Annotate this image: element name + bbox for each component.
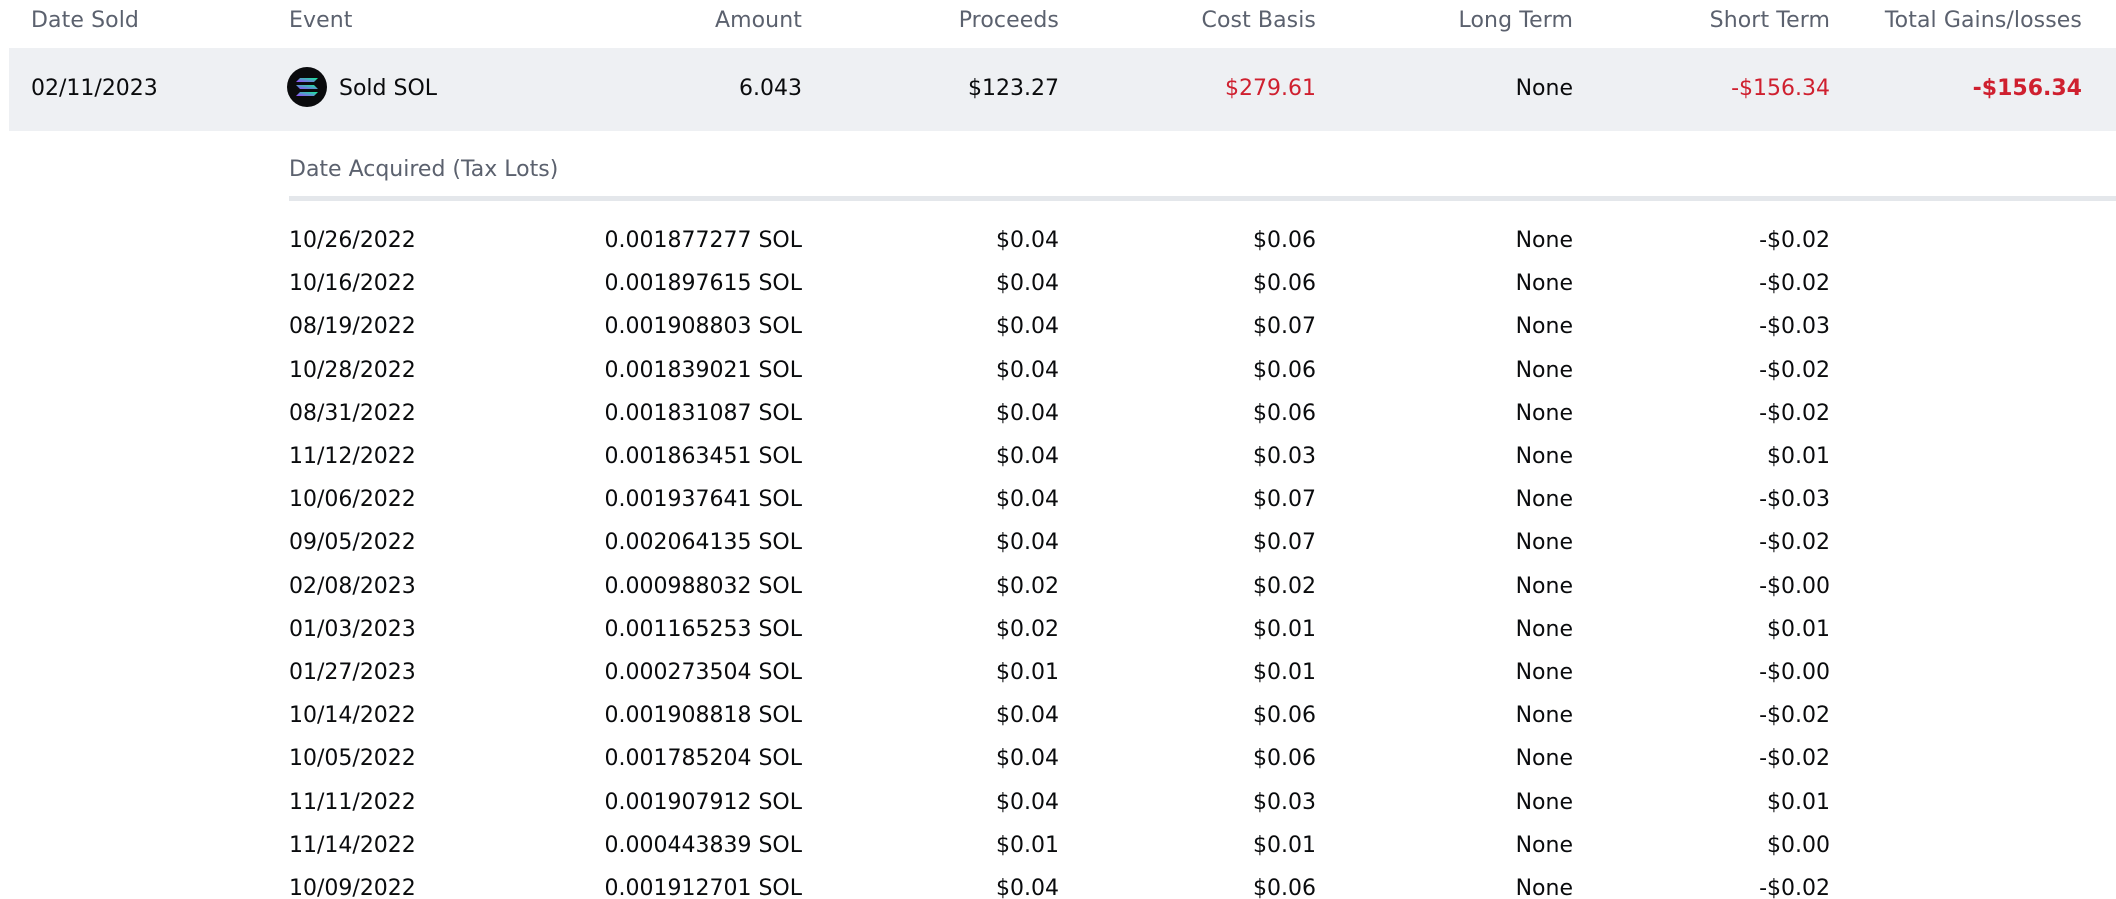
lot-short-term: -$0.03	[1759, 487, 1830, 512]
lot-proceeds: $0.04	[996, 790, 1059, 815]
header-date-sold: Date Sold	[31, 8, 139, 33]
lot-short-term: -$0.02	[1759, 530, 1830, 555]
lot-short-term: $0.00	[1767, 833, 1830, 858]
header-cost-basis: Cost Basis	[1201, 8, 1316, 33]
lot-short-term: -$0.02	[1759, 703, 1830, 728]
lot-short-term: -$0.02	[1759, 746, 1830, 771]
lot-cost-basis: $0.01	[1253, 833, 1316, 858]
lot-short-term: $0.01	[1767, 444, 1830, 469]
header-short-term: Short Term	[1709, 8, 1830, 33]
lot-date-acquired: 11/12/2022	[289, 444, 416, 469]
sale-amount: 6.043	[739, 76, 802, 101]
lot-long-term: None	[1515, 790, 1573, 815]
lot-short-term: -$0.02	[1759, 876, 1830, 899]
lot-amount: 0.001908803 SOL	[604, 314, 802, 339]
lot-amount: 0.000988032 SOL	[604, 574, 802, 599]
solana-icon	[287, 67, 327, 107]
sale-date-sold: 02/11/2023	[31, 76, 158, 101]
tax-lot-row	[0, 867, 2116, 899]
lot-short-term: -$0.00	[1759, 660, 1830, 685]
lot-date-acquired: 11/14/2022	[289, 833, 416, 858]
tax-lot-row	[0, 737, 2116, 780]
lot-cost-basis: $0.01	[1253, 617, 1316, 642]
lot-proceeds: $0.04	[996, 314, 1059, 339]
tax-lot-row	[0, 651, 2116, 694]
lot-cost-basis: $0.03	[1253, 790, 1316, 815]
lot-amount: 0.001863451 SOL	[604, 444, 802, 469]
tax-lot-row	[0, 219, 2116, 262]
lot-cost-basis: $0.01	[1253, 660, 1316, 685]
tax-lot-row	[0, 694, 2116, 737]
lot-amount: 0.000443839 SOL	[604, 833, 802, 858]
lot-cost-basis: $0.06	[1253, 228, 1316, 253]
lot-long-term: None	[1515, 876, 1573, 899]
lot-long-term: None	[1515, 401, 1573, 426]
lot-proceeds: $0.01	[996, 833, 1059, 858]
header-total-gains-losses: Total Gains/losses	[1884, 8, 2082, 33]
lot-proceeds: $0.04	[996, 358, 1059, 383]
lot-long-term: None	[1515, 530, 1573, 555]
header-event: Event	[289, 8, 353, 33]
sale-total-gains-losses: -$156.34	[1972, 76, 2082, 101]
lot-short-term: -$0.02	[1759, 228, 1830, 253]
lot-short-term: $0.01	[1767, 617, 1830, 642]
lot-short-term: -$0.02	[1759, 271, 1830, 296]
lot-short-term: -$0.00	[1759, 574, 1830, 599]
sale-short-term: -$156.34	[1731, 76, 1830, 101]
header-long-term: Long Term	[1458, 8, 1573, 33]
lot-proceeds: $0.04	[996, 487, 1059, 512]
lot-amount: 0.001907912 SOL	[604, 790, 802, 815]
lot-long-term: None	[1515, 314, 1573, 339]
tax-lot-row	[0, 478, 2116, 521]
lot-cost-basis: $0.06	[1253, 401, 1316, 426]
sale-proceeds: $123.27	[968, 76, 1059, 101]
sale-long-term: None	[1515, 76, 1573, 101]
lot-cost-basis: $0.07	[1253, 530, 1316, 555]
lot-proceeds: $0.04	[996, 401, 1059, 426]
lot-long-term: None	[1515, 574, 1573, 599]
lot-long-term: None	[1515, 358, 1573, 383]
lot-date-acquired: 01/03/2023	[289, 617, 416, 642]
lot-amount: 0.001839021 SOL	[604, 358, 802, 383]
lot-date-acquired: 10/14/2022	[289, 703, 416, 728]
lot-date-acquired: 10/09/2022	[289, 876, 416, 899]
tax-lot-row	[0, 262, 2116, 305]
lot-date-acquired: 01/27/2023	[289, 660, 416, 685]
lot-cost-basis: $0.06	[1253, 703, 1316, 728]
lot-long-term: None	[1515, 660, 1573, 685]
lot-short-term: -$0.03	[1759, 314, 1830, 339]
lot-amount: 0.001877277 SOL	[604, 228, 802, 253]
lot-date-acquired: 10/05/2022	[289, 746, 416, 771]
sale-cost-basis: $279.61	[1225, 76, 1316, 101]
lot-proceeds: $0.04	[996, 876, 1059, 899]
lot-proceeds: $0.04	[996, 530, 1059, 555]
lot-date-acquired: 08/31/2022	[289, 401, 416, 426]
lot-date-acquired: 02/08/2023	[289, 574, 416, 599]
lot-date-acquired: 11/11/2022	[289, 790, 416, 815]
tax-lot-row	[0, 521, 2116, 564]
lot-amount: 0.001165253 SOL	[604, 617, 802, 642]
tax-lot-row	[0, 392, 2116, 435]
lot-amount: 0.001908818 SOL	[604, 703, 802, 728]
lot-cost-basis: $0.07	[1253, 487, 1316, 512]
tax-lots-divider	[289, 196, 2116, 201]
lot-short-term: -$0.02	[1759, 401, 1830, 426]
lot-long-term: None	[1515, 617, 1573, 642]
tax-lot-row	[0, 305, 2116, 348]
lot-amount: 0.001912701 SOL	[604, 876, 802, 899]
lot-long-term: None	[1515, 746, 1573, 771]
lot-long-term: None	[1515, 703, 1573, 728]
tax-lot-row	[0, 349, 2116, 392]
lot-proceeds: $0.02	[996, 574, 1059, 599]
lot-date-acquired: 10/26/2022	[289, 228, 416, 253]
lot-cost-basis: $0.03	[1253, 444, 1316, 469]
lot-amount: 0.001897615 SOL	[604, 271, 802, 296]
tax-lot-row	[0, 781, 2116, 824]
lot-short-term: -$0.02	[1759, 358, 1830, 383]
lot-amount: 0.000273504 SOL	[604, 660, 802, 685]
lot-long-term: None	[1515, 228, 1573, 253]
lot-cost-basis: $0.02	[1253, 574, 1316, 599]
lot-long-term: None	[1515, 271, 1573, 296]
lot-amount: 0.001831087 SOL	[604, 401, 802, 426]
lot-date-acquired: 10/06/2022	[289, 487, 416, 512]
lot-amount: 0.001785204 SOL	[604, 746, 802, 771]
lot-amount: 0.001937641 SOL	[604, 487, 802, 512]
tax-lot-row	[0, 565, 2116, 608]
lot-proceeds: $0.04	[996, 746, 1059, 771]
lot-cost-basis: $0.06	[1253, 358, 1316, 383]
lot-date-acquired: 09/05/2022	[289, 530, 416, 555]
header-proceeds: Proceeds	[958, 8, 1059, 33]
tax-lot-row	[0, 824, 2116, 867]
lot-proceeds: $0.04	[996, 228, 1059, 253]
lot-cost-basis: $0.06	[1253, 876, 1316, 899]
lot-proceeds: $0.01	[996, 660, 1059, 685]
lot-long-term: None	[1515, 444, 1573, 469]
tax-lot-row	[0, 608, 2116, 651]
lot-long-term: None	[1515, 487, 1573, 512]
lot-date-acquired: 10/16/2022	[289, 271, 416, 296]
lot-date-acquired: 10/28/2022	[289, 358, 416, 383]
lot-proceeds: $0.02	[996, 617, 1059, 642]
header-amount: Amount	[714, 8, 802, 33]
lot-proceeds: $0.04	[996, 444, 1059, 469]
lot-cost-basis: $0.06	[1253, 271, 1316, 296]
sale-event: Sold SOL	[339, 76, 438, 101]
lot-proceeds: $0.04	[996, 271, 1059, 296]
lot-short-term: $0.01	[1767, 790, 1830, 815]
lot-long-term: None	[1515, 833, 1573, 858]
lot-proceeds: $0.04	[996, 703, 1059, 728]
tax-lot-row	[0, 435, 2116, 478]
lot-cost-basis: $0.06	[1253, 746, 1316, 771]
tax-lots-label: Date Acquired (Tax Lots)	[289, 157, 559, 182]
lot-date-acquired: 08/19/2022	[289, 314, 416, 339]
lot-cost-basis: $0.07	[1253, 314, 1316, 339]
lot-amount: 0.002064135 SOL	[604, 530, 802, 555]
